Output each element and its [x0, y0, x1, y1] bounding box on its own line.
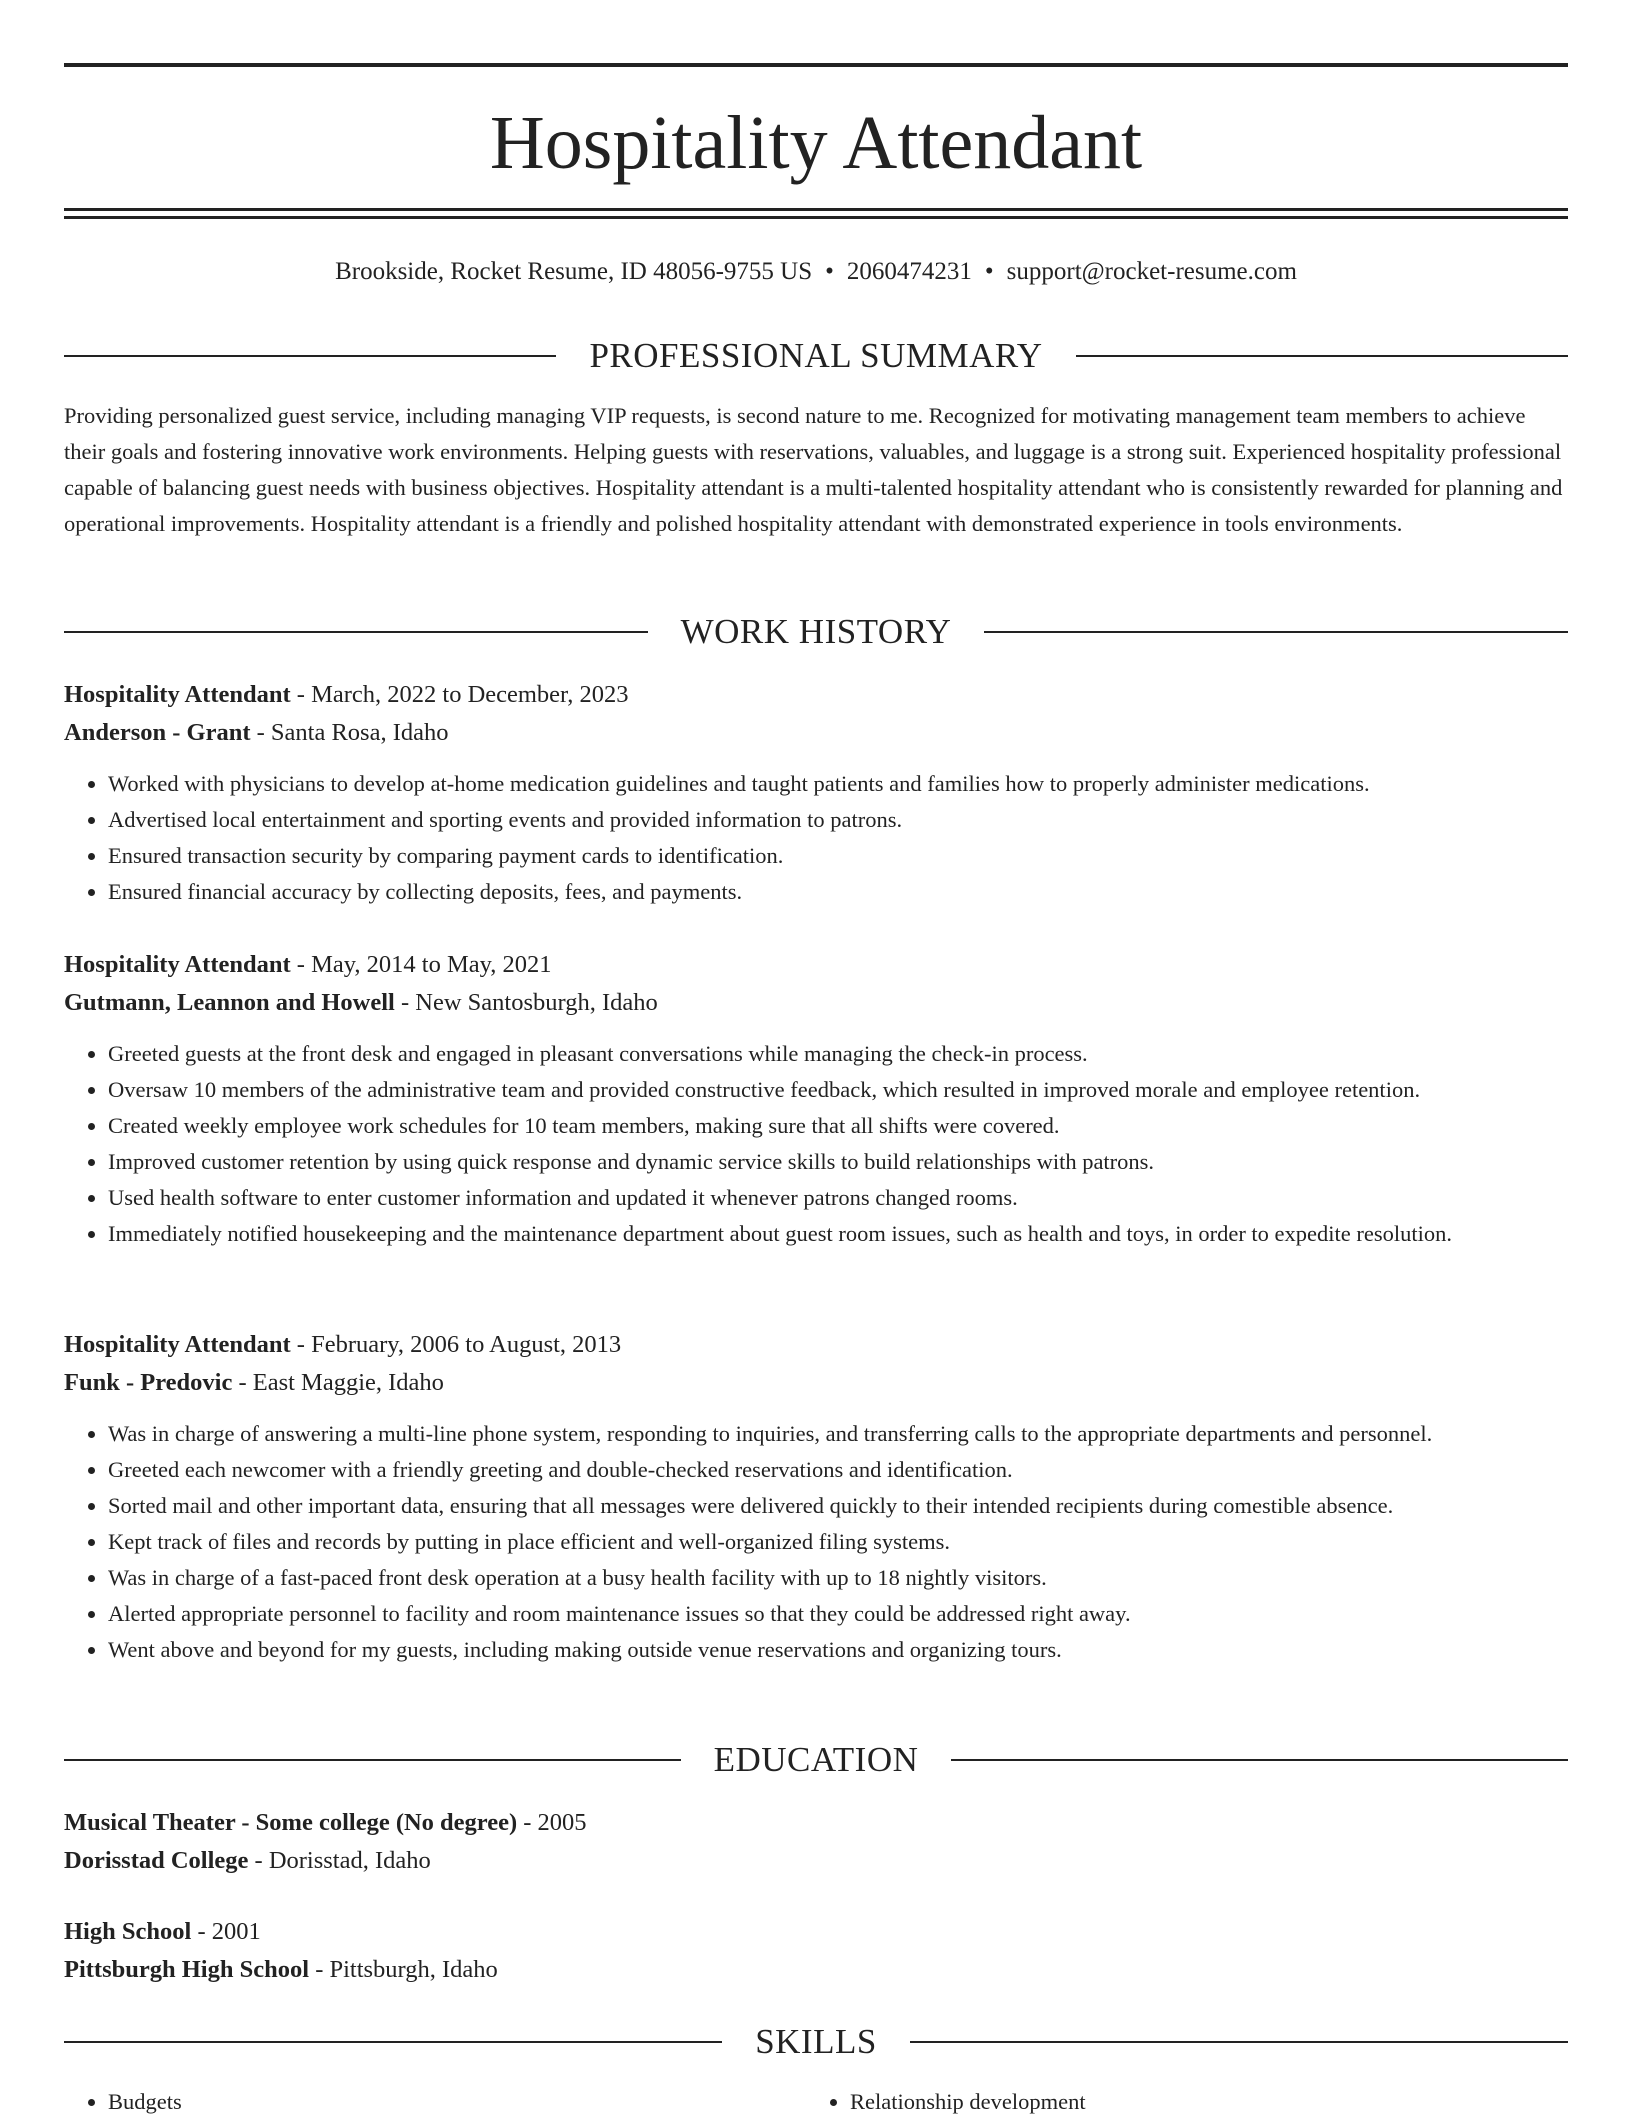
education-year: - 2005	[517, 1809, 587, 1836]
job-bullet: • Alerted appropriate personnel to facility and room maintenance issues so that they could be addressed right away.	[108, 1596, 1568, 1632]
heading-rule-left	[64, 2041, 722, 2043]
education-year: - 2001	[191, 1918, 261, 1945]
job-bullet: • Was in charge of a fast-paced front desk operation at a busy health facility with up to 18 nightly visitors.	[108, 1560, 1568, 1596]
education-school-line	[64, 1951, 1568, 1989]
job-bullet: • Advertised local entertainment and sporting events and provided information to patrons.	[108, 802, 1568, 838]
heading-rule-right	[951, 1759, 1568, 1761]
education-degree: High School	[64, 1918, 192, 1945]
skill-item: • Relationship development	[850, 2084, 1568, 2120]
job-bullet: • Used health software to enter customer information and updated it whenever patrons changed rooms.	[108, 1180, 1568, 1216]
job-bullets	[64, 1036, 1568, 1252]
job-dates: - February, 2006 to August, 2013	[290, 1331, 622, 1358]
job-bullet: • Immediately notified housekeeping and the maintenance department about guest room issues, such as health and toys, in order to expedite resolution.	[108, 1216, 1568, 1252]
job-bullet: • Ensured transaction security by comparing payment cards to identification.	[108, 838, 1568, 874]
section-heading-summary	[64, 331, 1568, 381]
job-bullet: • Ensured financial accuracy by collecting deposits, fees, and payments.	[108, 874, 1568, 910]
section-title: WORK HISTORY	[680, 612, 952, 651]
education-degree-line	[64, 1913, 1568, 1951]
education-school-line	[64, 1842, 1568, 1880]
job-company: Gutmann, Leannon and Howell	[64, 989, 395, 1016]
job-title: Hospitality Attendant	[64, 951, 291, 978]
job-location: - New Santosburgh, Idaho	[394, 989, 658, 1016]
job-bullet: • Greeted guests at the front desk and engaged in pleasant conversations while managing the check-in process.	[108, 1036, 1568, 1072]
education-location: - Dorisstad, Idaho	[248, 1847, 431, 1874]
heading-rule-left	[64, 1759, 681, 1761]
job-title: Hospitality Attendant	[64, 1331, 291, 1358]
job-location: - Santa Rosa, Idaho	[250, 719, 449, 746]
job-bullet: • Worked with physicians to develop at-home medication guidelines and taught patients and families how to properly administer medications.	[108, 766, 1568, 802]
candidate-name: Hospitality Attendant	[489, 101, 1143, 185]
education-degree: Musical Theater - Some college (No degree)	[64, 1809, 518, 1836]
heading-rule-right	[910, 2041, 1568, 2043]
contact-phone: 2060474231	[846, 258, 972, 285]
job-dates: - May, 2014 to May, 2021	[290, 951, 552, 978]
job-dates: - March, 2022 to December, 2023	[290, 681, 629, 708]
job-bullet: • Sorted mail and other important data, ensuring that all messages were delivered quickly to their intended recipients during comestible absence.	[108, 1488, 1568, 1524]
job-company-line	[64, 984, 1568, 1022]
heading-rule-left	[64, 355, 556, 357]
section-title: EDUCATION	[713, 1740, 919, 1779]
contact-address: Brookside, Rocket Resume, ID 48056-9755 US	[335, 258, 813, 285]
job-title-line	[64, 946, 1568, 984]
top-rule	[64, 63, 1568, 67]
job-title-line	[64, 1326, 1568, 1364]
job-entry	[64, 676, 1568, 910]
job-bullet: • Greeted each newcomer with a friendly greeting and double-checked reservations and identification.	[108, 1452, 1568, 1488]
job-bullet: • Oversaw 10 members of the administrative team and provided constructive feedback, which resulted in improved morale and employee retention.	[108, 1072, 1568, 1108]
job-title: Hospitality Attendant	[64, 681, 291, 708]
job-entry	[64, 946, 1568, 1252]
job-title-line	[64, 676, 1568, 714]
section-heading-work	[64, 607, 1568, 657]
contact-separator: •	[984, 258, 994, 285]
education-school: Dorisstad College	[64, 1847, 249, 1874]
education-degree-line	[64, 1804, 1568, 1842]
job-bullet: • Went above and beyond for my guests, including making outside venue reservations and organizing tours.	[108, 1632, 1568, 1668]
job-bullet: • Created weekly employee work schedules for 10 team members, making sure that all shifts were covered.	[108, 1108, 1568, 1144]
job-company: Funk - Predovic	[64, 1369, 233, 1396]
education-entry	[64, 1913, 1568, 1989]
job-bullet: • Was in charge of answering a multi-line phone system, responding to inquiries, and transferring calls to the appropriate departments and personnel.	[108, 1416, 1568, 1452]
contact-line	[64, 252, 1568, 292]
job-bullets	[64, 1416, 1568, 1668]
name-rule-lower	[64, 216, 1568, 219]
education-school: Pittsburgh High School	[64, 1956, 310, 1983]
heading-rule-right	[1076, 355, 1568, 357]
job-company-line	[64, 1364, 1568, 1402]
heading-rule-right	[984, 631, 1568, 633]
skills-list	[64, 2084, 1568, 2120]
section-title: SKILLS	[755, 2022, 877, 2061]
job-bullets	[64, 766, 1568, 910]
job-company: Anderson - Grant	[64, 719, 251, 746]
section-heading-skills	[64, 2017, 1568, 2067]
contact-email[interactable]: support@rocket-resume.com	[1006, 258, 1297, 285]
job-company-line	[64, 714, 1568, 752]
heading-rule-left	[64, 631, 648, 633]
education-entry	[64, 1804, 1568, 1880]
skill-item: • Budgets	[108, 2084, 850, 2120]
contact-separator: •	[825, 258, 834, 285]
job-bullet: • Improved customer retention by using quick response and dynamic service skills to build relationships with patrons.	[108, 1144, 1568, 1180]
section-heading-education	[64, 1735, 1568, 1785]
job-entry	[64, 1326, 1568, 1668]
name-rule-upper	[64, 208, 1568, 211]
job-location: - East Maggie, Idaho	[232, 1369, 444, 1396]
education-location: - Pittsburgh, Idaho	[309, 1956, 498, 1983]
section-title: PROFESSIONAL SUMMARY	[589, 336, 1043, 375]
summary-text: Providing personalized guest service, including managing VIP requests, is second nature to me. Recognized for motivating management team members to achieve their goals and fostering innovative work environments. Helping guests with reservations, valuables, and luggage is a strong suit. Experienced hospitality professional capable of balancing guest needs with business objectives. Hospitality attendant is a multi-talented hospitality attendant who is consistently rewarded for planning and operational improvements. Hospitality attendant is a friendly and polished hospitality attendant with demonstrated experience in tools environments.	[64, 403, 1563, 536]
job-bullet: • Kept track of files and records by putting in place efficient and well-organized filing systems.	[108, 1524, 1568, 1560]
